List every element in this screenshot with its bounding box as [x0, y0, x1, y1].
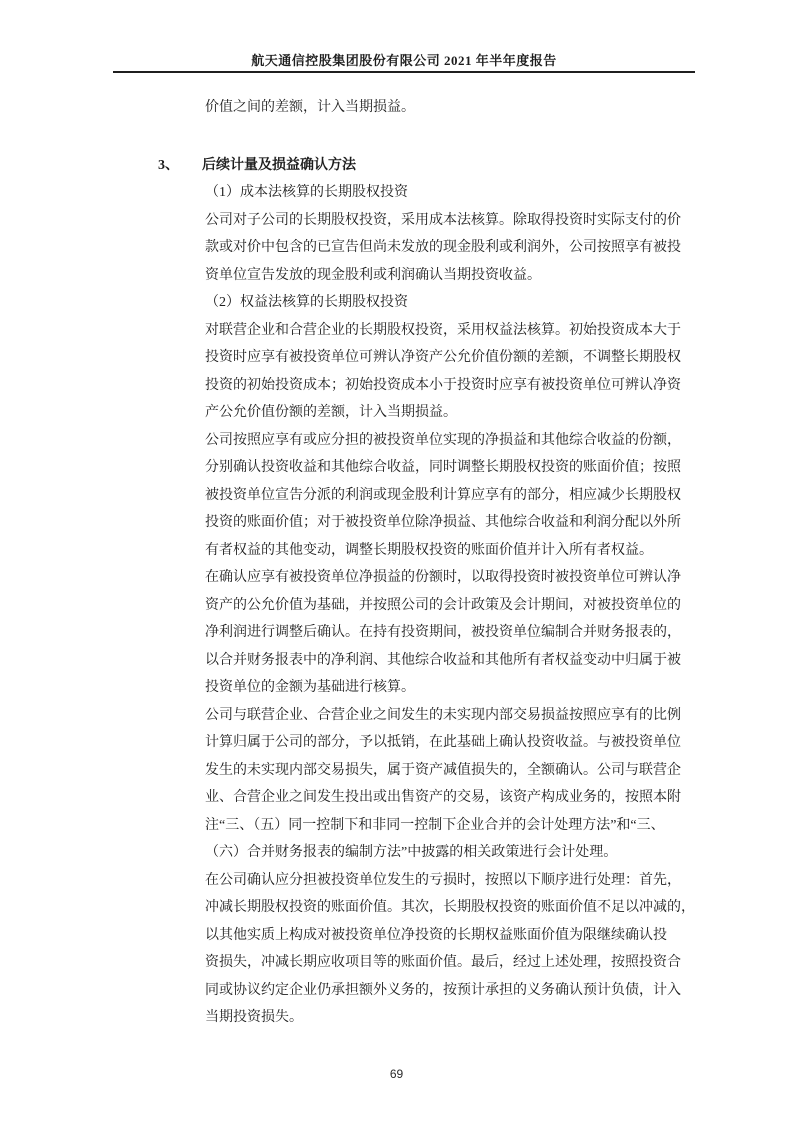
text-line: 对联营企业和合营企业的长期股权投资，采用权益法核算。初始投资成本大于	[205, 322, 681, 338]
text-line: 公司按照应享有或应分担的被投资单位实现的净损益和其他综合收益的份额，	[205, 432, 681, 448]
section-title: 后续计量及损益确认方法	[202, 157, 356, 173]
text-line: 计算归属于公司的部分，予以抵销，在此基础上确认投资收益。与被投资单位	[205, 735, 681, 750]
text-line: 在确认应享有被投资单位净损益的份额时，以取得投资时被投资单位可辨认净	[205, 570, 681, 585]
text-line: 产公允价值份额的差额，计入当期损益。	[205, 405, 457, 420]
text-line: 当期投资损失。	[205, 1010, 303, 1025]
text-line: 发生的未实现内部交易损失，属于资产减值损失的，全额确认。公司与联营企	[205, 762, 681, 778]
document-body	[158, 94, 705, 1032]
page-header-title: 航天通信控股集团股份有限公司 2021 年半年度报告	[251, 53, 557, 68]
text-line: 投资的初始投资成本；初始投资成本小于投资时应享有被投资单位可辨认净资	[205, 377, 681, 393]
text-line: 有者权益的其他变动，调整长期股权投资的账面价值并计入所有者权益。	[205, 542, 653, 558]
text-line: 公司对子公司的长期股权投资，采用成本法核算。除取得投资时实际支付的价	[205, 212, 681, 228]
text-line: 同或协议约定企业仍承担额外义务的，按预计承担的义务确认预计负债，计入	[205, 982, 681, 998]
text-line: 投资时应享有被投资单位可辨认净资产公允价值份额的差额，不调整长期股权	[205, 350, 681, 365]
text-line: 投资单位的金额为基础进行核算。	[205, 680, 415, 695]
text-line: 资产的公允价值为基础，并按照公司的会计政策及会计期间，对被投资单位的	[205, 597, 681, 613]
section-number: 3、	[158, 157, 179, 173]
text-line: 冲减长期股权投资的账面价值。其次，长期股权投资的账面价值不足以冲减的，	[205, 900, 695, 915]
text-line: 以其他实质上构成对被投资单位净投资的长期权益账面价值为限继续确认投	[205, 927, 667, 943]
text-line: 款或对价中包含的已宣告但尚未发放的现金股利或利润外，公司按照享有被投	[205, 240, 681, 255]
text-line: 净利润进行调整后确认。在持有投资期间，被投资单位编制合并财务报表的，	[205, 625, 681, 640]
section-heading	[158, 152, 705, 180]
text-line: 资损失，冲减长期应收项目等的账面价值。最后，经过上述处理，按照投资合	[205, 955, 681, 970]
text-line: （2）权益法核算的长期股权投资	[205, 295, 408, 310]
text-line: 投资的账面价值；对于被投资单位除净损益、其他综合收益和利润分配以外所	[205, 515, 681, 530]
page-number: 69	[389, 1067, 404, 1081]
text-line: 以合并财务报表中的净利润、其他综合收益和其他所有者权益变动中归属于被	[205, 652, 681, 668]
orphan-line: 价值之间的差额，计入当期损益。	[205, 100, 415, 115]
text-line: 公司与联营企业、合营企业之间发生的未实现内部交易损益按照应享有的比例	[205, 707, 681, 723]
text-line: （1）成本法核算的长期股权投资	[205, 185, 408, 200]
text-line: 在公司确认应分担被投资单位发生的亏损时，按照以下顺序进行处理：首先，	[205, 872, 681, 888]
text-line: 分别确认投资收益和其他综合收益，同时调整长期股权投资的账面价值；按照	[205, 460, 681, 475]
text-line: 注“三、（五）同一控制下和非同一控制下企业合并的会计处理方法”和“三、	[205, 817, 665, 833]
text-line: 资单位宣告发放的现金股利或利润确认当期投资收益。	[205, 267, 541, 283]
text-line: 被投资单位宣告分派的利润或现金股利计算应享有的部分，相应减少长期股权	[205, 487, 681, 503]
text-line: （六）合并财务报表的编制方法”中披露的相关政策进行会计处理。	[205, 845, 618, 860]
text-line: 业、合营企业之间发生投出或出售资产的交易，该资产构成业务的，按照本附	[205, 790, 681, 805]
header-divider	[113, 71, 695, 73]
